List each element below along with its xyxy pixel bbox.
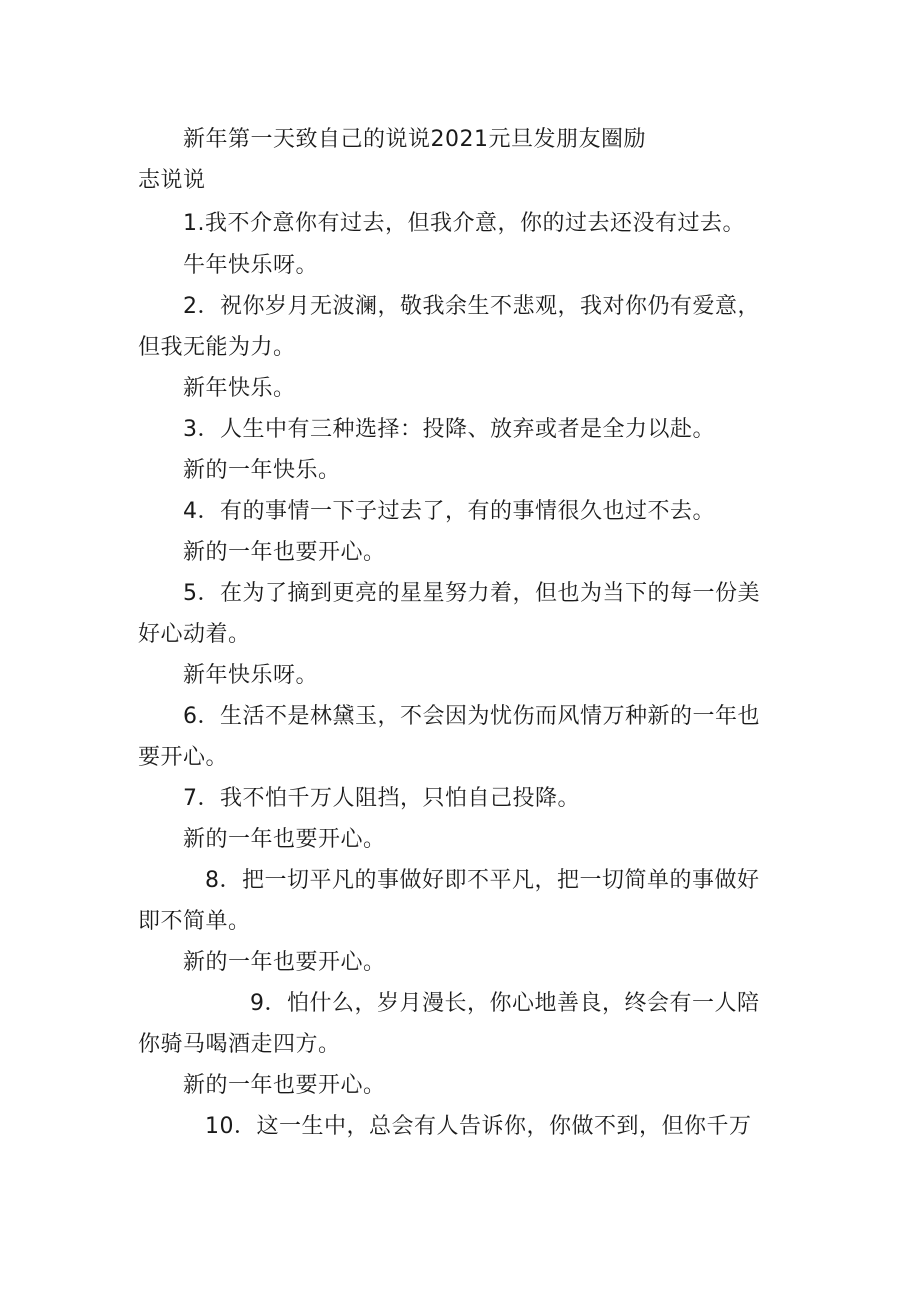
paragraph-line: 6．生活不是林黛玉，不会因为忧伤而风情万种新的一年也 — [183, 704, 760, 729]
paragraph-line: 但我无能为力。 — [138, 335, 296, 360]
paragraph-line: 4．有的事情一下子过去了，有的事情很久也过不去。 — [183, 499, 715, 524]
paragraph-line: 你骑马喝酒走四方。 — [138, 1032, 341, 1057]
paragraph-line: 2．祝你岁月无波澜，敬我余生不悲观，我对你仍有爱意， — [183, 294, 760, 319]
paragraph-line: 新的一年也要开心。 — [183, 827, 386, 852]
paragraph-line: 好心动着。 — [138, 622, 251, 647]
paragraph-line: 新年快乐呀。 — [183, 663, 319, 688]
paragraph-line: 新的一年也要开心。 — [183, 540, 386, 565]
paragraph-line: 5．在为了摘到更亮的星星努力着，但也为当下的每一份美 — [183, 581, 760, 606]
paragraph-line: 要开心。 — [138, 745, 229, 770]
paragraph-line: 即不简单。 — [138, 909, 251, 934]
paragraph-line: 牛年快乐呀。 — [183, 253, 319, 278]
paragraph-line: 7．我不怕千万人阻挡，只怕自己投降。 — [183, 786, 580, 811]
paragraph-line: 1.我不介意你有过去，但我介意，你的过去还没有过去。 — [183, 211, 745, 236]
paragraph-line: 3．人生中有三种选择：投降、放弃或者是全力以赴。 — [183, 417, 715, 442]
paragraph-line: 新年快乐。 — [183, 376, 296, 401]
document-title-line-2: 志说说 — [138, 168, 206, 193]
paragraph-line: 8．把一切平凡的事做好即不平凡，把一切简单的事做好 — [205, 868, 760, 893]
paragraph-line: 新的一年快乐。 — [183, 458, 341, 483]
paragraph-line: 9．怕什么，岁月漫长，你心地善良，终会有一人陪 — [250, 991, 760, 1016]
document-title-line-1: 新年第一天致自己的说说2021元旦发朋友圈励 — [183, 127, 646, 152]
paragraph-line: 新的一年也要开心。 — [183, 950, 386, 975]
paragraph-line: 新的一年也要开心。 — [183, 1073, 386, 1098]
paragraph-line: 10．这一生中，总会有人告诉你，你做不到，但你千万 — [205, 1114, 752, 1139]
